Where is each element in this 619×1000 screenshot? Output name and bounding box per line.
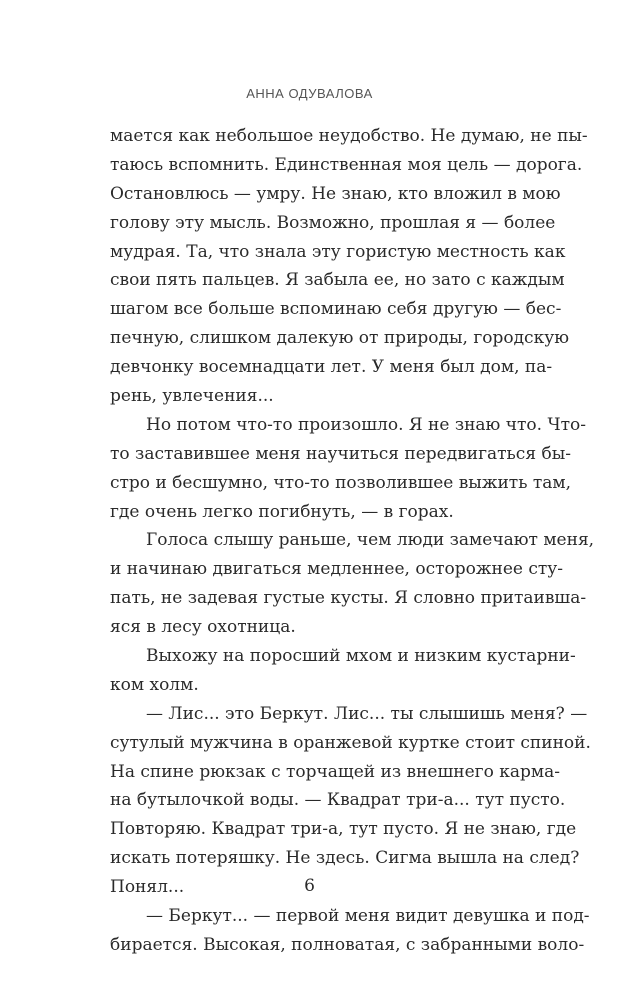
text-line: стро и бесшумно, что-то позволившее выжить там, <box>110 472 572 493</box>
text-line: — Беркут... — первой меня видит девушка и под- <box>146 906 590 927</box>
text-line: яся в лесу охотница. <box>110 617 296 638</box>
text-line: — Лис... это Беркут. Лис... ты слышишь меня? — <box>146 703 588 724</box>
text-line: мается как небольшое неудобство. Не думаю, не пы- <box>110 126 588 146</box>
text-line: Голоса слышу раньше, чем люди замечают меня, <box>146 530 595 551</box>
text-line: На спине рюкзак с торчащей из внешнего карма- <box>110 761 560 782</box>
text-line: на бутылочкой воды. — Квадрат три-а... тут пусто. <box>110 790 566 811</box>
text-line: печную, слишком далекую от природы, городскую <box>110 328 569 349</box>
page-body-text <box>110 122 595 960</box>
text-line: шагом все больше вспоминаю себя другую — бес- <box>110 299 562 320</box>
text-line: голову эту мысль. Возможно, прошлая я — более <box>110 212 556 233</box>
text-line: Выхожу на поросший мхом и низким кустарни- <box>146 646 576 667</box>
text-line: Но потом что-то произошло. Я не знаю что. Что- <box>146 414 586 435</box>
text-line: Остановлюсь — умру. Не знаю, кто вложил в мою <box>110 183 561 204</box>
text-line: рень, увлечения... <box>110 386 274 407</box>
text-line: ком холм. <box>110 674 199 695</box>
text-line: свои пять пальцев. Я забыла ее, но зато с каждым <box>110 270 565 291</box>
text-line: то заставившее меня научиться передвигаться бы- <box>110 443 571 464</box>
text-line: и начинаю двигаться медленнее, осторожнее сту- <box>110 559 564 580</box>
text-line: Понял... <box>110 877 185 898</box>
text-line: девчонку восемнадцати лет. У меня был дом, па- <box>110 357 553 378</box>
text-line: искать потеряшку. Не здесь. Сигма вышла на след? <box>110 848 580 869</box>
text-line: сутулый мужчина в оранжевой куртке стоит спиной. <box>110 732 591 753</box>
text-line: таюсь вспомнить. Единственная моя цель — дорога. <box>110 154 583 175</box>
text-line: бирается. Высокая, полноватая, с забранными воло- <box>110 934 585 955</box>
text-line: где очень легко погибнуть, — в горах. <box>110 501 454 522</box>
text-line: мудрая. Та, что знала эту гористую местность как <box>110 241 566 262</box>
text-line: пать, не задевая густые кусты. Я словно притаивша- <box>110 588 587 609</box>
page-number: 6 <box>304 876 315 896</box>
text-line: Повторяю. Квадрат три-а, тут пусто. Я не знаю, где <box>110 819 577 840</box>
running-header-author: АННА ОДУВАЛОВА <box>246 86 373 101</box>
